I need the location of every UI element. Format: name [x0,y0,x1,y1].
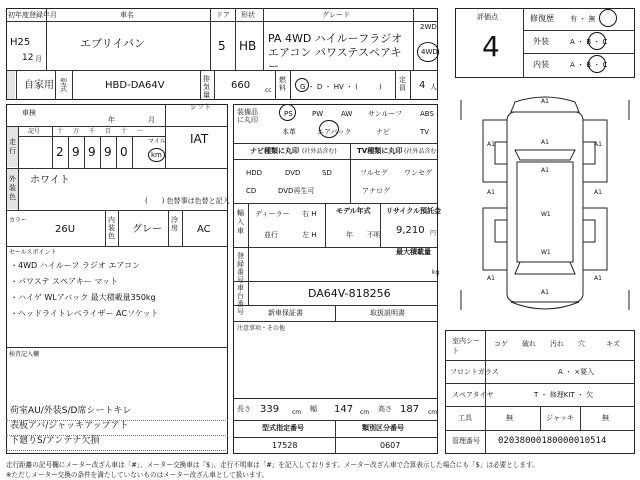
mileage-digit: 9 [72,145,80,159]
reg-date-label: 初年度登録年月 [8,11,57,19]
mileage-unit: 百 [105,128,112,135]
height-value: 187 [400,404,420,415]
sales-point: ・ヘッドライトレベライザー ACソケット [10,309,159,318]
type-number: 17528 [272,441,298,450]
model-code: HBD-DA64V [105,80,165,91]
mileage-unit: 万 [73,128,80,135]
doors-label: ドア [216,11,230,19]
repair-options: 有 ・ 無 [570,15,596,23]
sheet-condition: 破れ [522,340,536,348]
mileage-unit: 一 [137,128,144,135]
footer-note-2: ※ただしメーター交換の条件を満たしていないものはメーター改ざん車として扱います。 [6,471,269,479]
inspector-note: 下廻りS/アンテナ欠損 [10,436,100,446]
sheet-condition: 穴 [578,340,585,348]
inspector-note: 荷室AU/外装S/D席シートキレ [10,406,132,416]
fuel-options: G ・ D ・ HV ・ ( ) [300,83,382,91]
damage-diagram: A1 A1 A1 A1 A1 A1 A1 W1 W1 A1 A1 A1 [455,90,635,326]
reg-era-year: H25 [10,37,31,48]
footer-note: 走行距離の記号欄にメーター改ざん車は「#」、メーター交換車は「$」、走行不明車は「#」を記入しております。メーター改ざん車で合算表示した場合にも「$」は必要とします。 [6,461,539,469]
sales-point: ・ハイゲ WLアバック 最大積載量350kg [10,293,156,302]
sheet-condition: コゲ [494,340,508,348]
shape-value: HB [239,39,257,53]
sales-point: ・パワステ スペアキー マット [10,277,119,286]
mileage-digit: 9 [88,145,96,159]
mileage-digit: 2 [56,145,64,159]
drive-2wd: 2WD [420,23,437,31]
spare-tire-status: T ・ 修理KIT ・ 欠 [534,391,594,399]
sheet-condition: 汚れ [550,340,564,348]
interior-grade-options: A ・ B ・ C [570,61,608,69]
usage: 自家用 [24,80,54,91]
score-label: 評価点 [477,13,498,21]
eq-airbag: エアバック [317,128,352,136]
score-value: 4 [482,30,500,63]
displacement: 660 [231,80,251,91]
color-note: ( ) 色替事は色替と記入 [145,197,230,205]
shape-label: 形状 [241,11,255,19]
mileage-unit: 十 [121,128,128,135]
diagram-label: A1 [541,98,549,105]
jack-status: 無 [602,414,609,422]
capacity: 4 [419,80,426,91]
reg-month: 12 [22,53,34,63]
windshield-status: A ・ ×要入 [558,368,595,376]
interior-color: グレー [132,224,162,235]
ac-value: AC [197,224,211,235]
car-name: エブリイバン [80,37,146,50]
chassis-number: DA64V-818256 [308,287,391,300]
doors-value: 5 [218,39,226,53]
recycle-fee: 9,210 [396,225,425,236]
eq-ps: PS [284,110,293,118]
length-value: 339 [260,404,280,415]
sheet-condition: キズ [606,340,620,348]
width-value: 147 [334,404,354,415]
grade-value: PA 4WD ハイルーフラジオ エアコン パワステスペアキー [268,32,403,73]
tools-status: 無 [506,414,513,422]
inspector-note: 表板アバ/ジャッキアップアト [10,421,129,431]
drive-4wd: 4WD [421,48,438,56]
mileage-digit: 9 [104,145,112,159]
exterior-color: ホワイト [30,175,70,186]
management-number: 02038000180000010514 [498,436,607,446]
shift-value: IAT [190,132,209,146]
class-number: 0607 [380,441,401,450]
mileage-unit: 千 [89,128,96,135]
mileage-unit: 十 [57,128,64,135]
mileage-digit: 0 [120,145,128,159]
sales-point: ・4WD ハイルーフ ラジオ エアコン [10,261,140,270]
exterior-grade-options: A ・ B ・ C [570,38,608,46]
grade-label: グレード [322,11,350,19]
color-code: 26U [55,224,76,235]
car-name-label: 車名 [120,11,134,19]
